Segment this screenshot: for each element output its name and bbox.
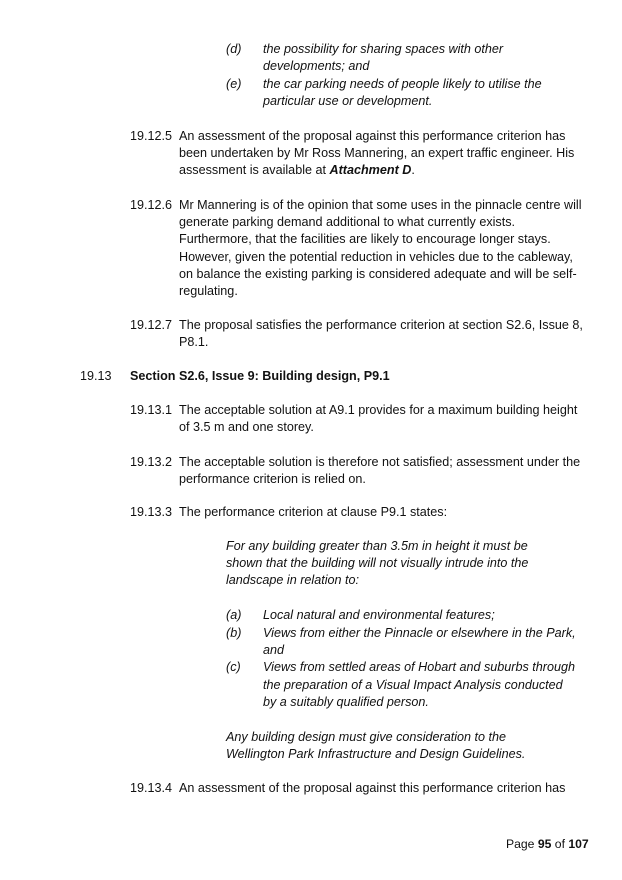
paragraph-text: Furthermore, that the facilities are likely to encourage longer stays. (179, 232, 551, 246)
paragraph-text: The acceptable solution is therefore not satisfied; assessment under the (179, 455, 581, 469)
quote-text: Wellington Park Infrastructure and Design Guidelines. (226, 747, 526, 761)
paragraph-text: The proposal satisfies the performance criterion at section S2.6, Issue 8, (179, 318, 583, 332)
quote-text: landscape in relation to: (226, 573, 360, 587)
total-pages: 107 (568, 837, 589, 851)
paragraph-text: assessment is available at (179, 163, 330, 177)
paragraph-text: on balance the existing parking is considered adequate and will be self- (179, 267, 577, 281)
paragraph-text: generate parking demand additional to what currently exists. (179, 215, 516, 229)
paragraph-text: performance criterion is relied on. (179, 472, 366, 486)
list-item-text: by a suitably qualified person. (263, 695, 429, 709)
list-item-text: the car parking needs of people likely to utilise the (263, 77, 542, 91)
paragraph-number: 19.13.4 (130, 781, 173, 795)
paragraph-number: 19.12.7 (130, 318, 173, 332)
paragraph-text: of 3.5 m and one storey. (179, 420, 314, 434)
list-item-label: (d) (226, 42, 242, 56)
current-page: 95 (537, 837, 552, 851)
list-item-text: Views from either the Pinnacle or elsewhere in the Park, (263, 626, 576, 640)
list-item-label: (a) (226, 608, 242, 622)
paragraph-text: An assessment of the proposal against this performance criterion has (179, 129, 566, 143)
paragraph-number: 19.12.5 (130, 129, 173, 143)
paragraph-number: 19.12.6 (130, 198, 173, 212)
list-item-text: particular use or development. (263, 94, 433, 108)
paragraph-number: 19.13.1 (130, 403, 173, 417)
paragraph-text: . (411, 163, 415, 177)
quote-text: For any building greater than 3.5m in height it must be (226, 539, 528, 553)
paragraph-text: P8.1. (179, 335, 209, 349)
page-of-label: of (551, 837, 569, 851)
list-item-text: and (263, 643, 285, 657)
list-item-label: (c) (226, 660, 241, 674)
list-item-text: Local natural and environmental features; (263, 608, 495, 622)
paragraph-text: Mr Mannering is of the opinion that some uses in the pinnacle centre will (179, 198, 582, 212)
paragraph-number: 19.13.3 (130, 505, 173, 519)
paragraph-text: The acceptable solution at A9.1 provides for a maximum building height (179, 403, 578, 417)
section-title: Section S2.6, Issue 9: Building design, P9.1 (130, 369, 390, 383)
section-number: 19.13 (80, 369, 112, 383)
quote-text: Any building design must give consideration to the (226, 730, 507, 744)
paragraph-text-line (179, 161, 415, 179)
quote-text: shown that the building will not visually intrude into the (226, 556, 529, 570)
list-item-text: Views from settled areas of Hobart and suburbs through (263, 660, 575, 674)
page-label: Page (506, 837, 538, 851)
list-item-label: (b) (226, 626, 242, 640)
page-number (506, 836, 589, 852)
paragraph-text: been undertaken by Mr Ross Mannering, an expert traffic engineer. His (179, 146, 575, 160)
list-item-text: developments; and (263, 59, 370, 73)
paragraph-text: regulating. (179, 284, 238, 298)
list-item-text: the possibility for sharing spaces with other (263, 42, 504, 56)
paragraph-number: 19.13.2 (130, 455, 173, 469)
attachment-reference: Attachment D (329, 163, 412, 177)
list-item-text: the preparation of a Visual Impact Analysis conducted (263, 678, 563, 692)
paragraph-text: The performance criterion at clause P9.1 states: (179, 505, 448, 519)
paragraph-text: However, given the potential reduction in vehicles due to the cableway, (179, 250, 573, 264)
paragraph-text: An assessment of the proposal against this performance criterion has (179, 781, 566, 795)
list-item-label: (e) (226, 77, 242, 91)
